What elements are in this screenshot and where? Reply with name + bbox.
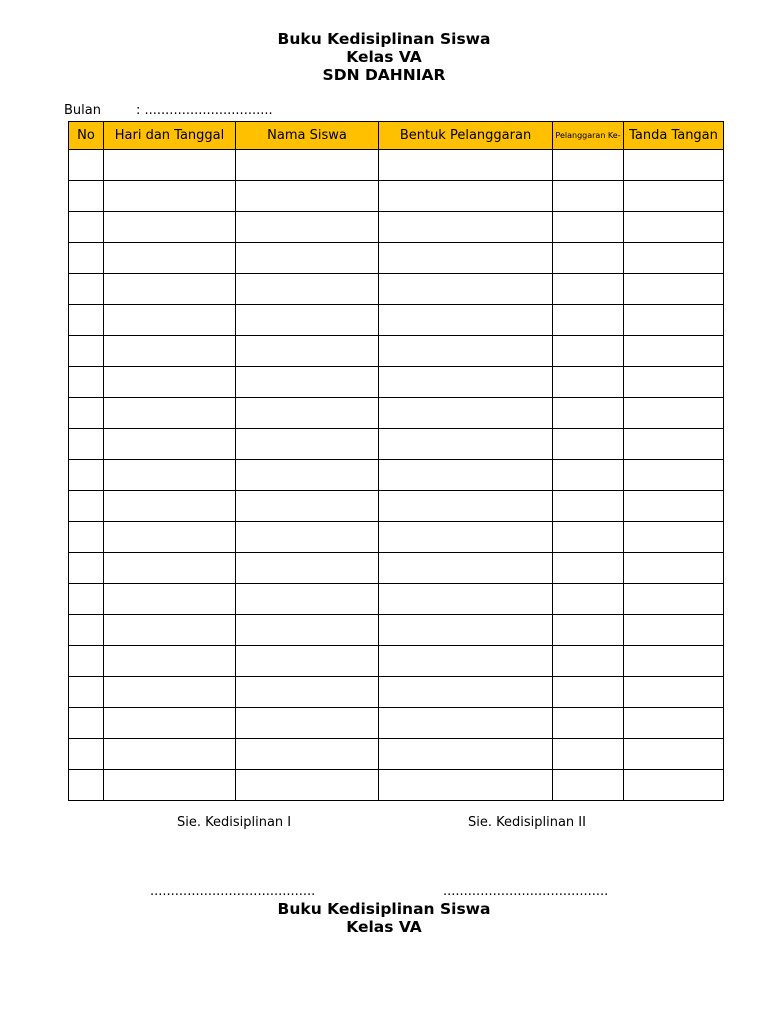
month-value: : ............................... [136, 103, 273, 118]
table-row [69, 739, 724, 770]
table-cell [104, 615, 236, 646]
table-cell [236, 398, 379, 429]
table-cell [104, 181, 236, 212]
table-cell [553, 398, 624, 429]
table-cell [624, 708, 724, 739]
table-cell [553, 615, 624, 646]
table-cell [69, 708, 104, 739]
table-cell [624, 677, 724, 708]
table-cell [553, 181, 624, 212]
table-cell [104, 150, 236, 181]
table-cell [624, 646, 724, 677]
column-header-violation-type: Bentuk Pelanggaran [379, 122, 553, 150]
table-cell [624, 305, 724, 336]
table-cell [69, 212, 104, 243]
table-cell [104, 770, 236, 801]
table-cell [236, 491, 379, 522]
table-cell [379, 460, 553, 491]
table-cell [553, 274, 624, 305]
table-body [69, 150, 724, 801]
table-cell [69, 429, 104, 460]
table-cell [553, 429, 624, 460]
table-cell [69, 677, 104, 708]
table-cell [379, 181, 553, 212]
table-cell [379, 336, 553, 367]
column-header-no: No [69, 122, 104, 150]
table-cell [236, 553, 379, 584]
table-cell [104, 491, 236, 522]
table-cell [69, 491, 104, 522]
table-cell [236, 150, 379, 181]
table-cell [104, 460, 236, 491]
signature-label-left: Sie. Kedisiplinan I [177, 815, 292, 830]
table-cell [69, 522, 104, 553]
table-cell [104, 274, 236, 305]
table-row [69, 181, 724, 212]
table-row [69, 522, 724, 553]
table-cell [104, 305, 236, 336]
table-row [69, 243, 724, 274]
table-cell [553, 739, 624, 770]
table-cell [69, 181, 104, 212]
table-cell [69, 615, 104, 646]
discipline-table [68, 121, 724, 801]
table-cell [104, 677, 236, 708]
table-cell [379, 305, 553, 336]
column-header-student-name: Nama Siswa [236, 122, 379, 150]
table-cell [104, 398, 236, 429]
table-cell [553, 770, 624, 801]
table-cell [553, 584, 624, 615]
table-row [69, 615, 724, 646]
table-cell [624, 491, 724, 522]
table-cell [553, 677, 624, 708]
table-row [69, 336, 724, 367]
table-cell [236, 739, 379, 770]
school-name: SDN DAHNIAR [322, 66, 446, 84]
table-cell [624, 336, 724, 367]
table-cell [553, 708, 624, 739]
table-cell [624, 522, 724, 553]
table-cell [104, 522, 236, 553]
table-cell [624, 615, 724, 646]
table-row [69, 646, 724, 677]
table-cell [379, 615, 553, 646]
table-cell [379, 243, 553, 274]
table-cell [69, 460, 104, 491]
table-cell [624, 274, 724, 305]
table-row [69, 429, 724, 460]
column-header-signature: Tanda Tangan [624, 122, 724, 150]
table-cell [624, 212, 724, 243]
table-cell [624, 770, 724, 801]
table-cell [624, 584, 724, 615]
table-cell [624, 398, 724, 429]
table-cell [379, 708, 553, 739]
table-cell [624, 150, 724, 181]
table-cell [379, 429, 553, 460]
table-row [69, 584, 724, 615]
table-row [69, 677, 724, 708]
table-cell [69, 739, 104, 770]
table-cell [553, 460, 624, 491]
table-cell [236, 708, 379, 739]
table-cell [236, 522, 379, 553]
table-cell [104, 646, 236, 677]
table-cell [379, 739, 553, 770]
table-row [69, 398, 724, 429]
table-cell [624, 553, 724, 584]
table-cell [69, 770, 104, 801]
table-cell [553, 150, 624, 181]
table-cell [624, 181, 724, 212]
table-cell [236, 460, 379, 491]
table-header-row [69, 122, 724, 150]
table-cell [379, 770, 553, 801]
table-cell [624, 429, 724, 460]
table-row [69, 460, 724, 491]
table-cell [69, 646, 104, 677]
table-cell [624, 739, 724, 770]
table-row [69, 770, 724, 801]
table-cell [69, 398, 104, 429]
table-cell [104, 367, 236, 398]
table-cell [624, 243, 724, 274]
table-cell [69, 553, 104, 584]
table-cell [553, 553, 624, 584]
table-cell [104, 553, 236, 584]
table-cell [236, 243, 379, 274]
table-cell [379, 274, 553, 305]
table-cell [379, 584, 553, 615]
table-cell [379, 553, 553, 584]
class-name: Kelas VA [346, 48, 422, 66]
table-cell [553, 491, 624, 522]
table-row [69, 367, 724, 398]
table-cell [236, 336, 379, 367]
table-row [69, 708, 724, 739]
table-row [69, 305, 724, 336]
table-cell [104, 739, 236, 770]
table-row [69, 212, 724, 243]
document-title: Buku Kedisiplinan Siswa [277, 30, 491, 48]
table-cell [553, 212, 624, 243]
table-cell [379, 491, 553, 522]
table-cell [104, 212, 236, 243]
table-cell [379, 522, 553, 553]
column-header-date: Hari dan Tanggal [104, 122, 236, 150]
month-field [64, 103, 273, 119]
table-cell [236, 615, 379, 646]
table-cell [236, 770, 379, 801]
table-cell [624, 367, 724, 398]
table-cell [553, 336, 624, 367]
table-cell [104, 708, 236, 739]
table-cell [69, 584, 104, 615]
table-cell [379, 677, 553, 708]
table-cell [236, 212, 379, 243]
table-cell [236, 305, 379, 336]
table-cell [69, 274, 104, 305]
table-cell [104, 429, 236, 460]
table-cell [553, 243, 624, 274]
table-row [69, 150, 724, 181]
table-cell [236, 274, 379, 305]
table-cell [69, 336, 104, 367]
table-cell [236, 646, 379, 677]
table-cell [69, 150, 104, 181]
table-cell [379, 367, 553, 398]
table-cell [104, 243, 236, 274]
table-row [69, 553, 724, 584]
table-cell [236, 429, 379, 460]
table-cell [69, 243, 104, 274]
table-cell [104, 336, 236, 367]
table-cell [379, 646, 553, 677]
table-cell [236, 584, 379, 615]
table-cell [553, 305, 624, 336]
footer-title: Buku Kedisiplinan Siswa [277, 900, 491, 918]
table-cell [236, 367, 379, 398]
table-cell [69, 305, 104, 336]
table-cell [379, 212, 553, 243]
table-row [69, 491, 724, 522]
table-cell [236, 677, 379, 708]
signature-line-left: ........................................ [150, 884, 316, 899]
table-cell [379, 398, 553, 429]
month-label: Bulan [64, 103, 101, 118]
table-cell [69, 367, 104, 398]
signature-line-right: ........................................ [443, 884, 609, 899]
table-row [69, 274, 724, 305]
table-cell [624, 460, 724, 491]
column-header-violation-count: Pelanggaran Ke- [553, 122, 624, 150]
table-cell [236, 181, 379, 212]
table-cell [553, 646, 624, 677]
footer-class-name: Kelas VA [346, 918, 422, 936]
table-cell [379, 150, 553, 181]
table-cell [553, 522, 624, 553]
table-cell [104, 584, 236, 615]
table-cell [553, 367, 624, 398]
signature-label-right: Sie. Kedisiplinan II [468, 815, 586, 830]
